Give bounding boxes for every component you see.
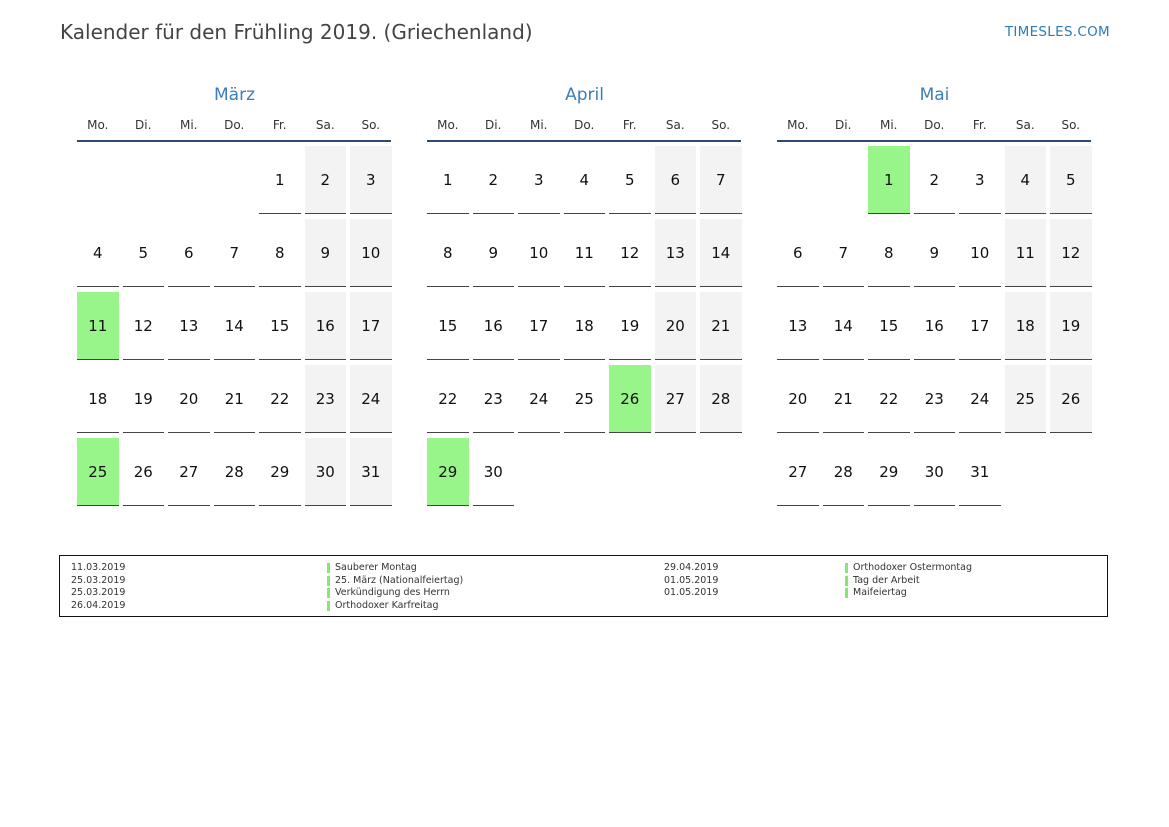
legend-dates-right	[664, 562, 718, 600]
weekend-day-cell: 19	[1050, 292, 1092, 360]
month-name: März	[214, 85, 255, 105]
day-cell: 17	[518, 292, 560, 360]
day-cell: 19	[609, 292, 651, 360]
weekday-label: So.	[711, 118, 731, 132]
weekday-header	[777, 118, 1092, 138]
day-cell: 24	[518, 365, 560, 433]
legend-holiday-name: Sauberer Montag	[327, 562, 463, 575]
day-cell: 9	[914, 219, 956, 287]
weekday-label: Di.	[485, 118, 502, 132]
weekday-label: Do.	[924, 118, 945, 132]
day-cell: 3	[518, 146, 560, 214]
legend-holiday-name: Tag der Arbeit	[845, 575, 972, 588]
day-cell: 15	[868, 292, 910, 360]
legend-date: 25.03.2019	[71, 574, 126, 586]
legend-date: 11.03.2019	[71, 562, 126, 573]
day-cell: 11	[564, 219, 606, 287]
legend-date: 29.04.2019	[664, 562, 719, 573]
weekday-label: Mi.	[529, 118, 548, 132]
weekday-header	[427, 118, 742, 138]
day-cell: 4	[77, 219, 119, 287]
page-title: Kalender für den Frühling 2019. (Griechenland)	[60, 20, 533, 44]
empty-day-cell	[77, 146, 119, 214]
day-cell: 13	[777, 292, 819, 360]
day-cell: 26	[123, 438, 165, 506]
day-cell: 1	[259, 146, 301, 214]
day-cell: 28	[214, 438, 256, 506]
day-cell: 22	[259, 365, 301, 433]
month-name: Mai	[919, 85, 950, 105]
day-cell: 20	[168, 365, 210, 433]
legend-date: 26.04.2019	[71, 599, 126, 611]
day-cell: 8	[259, 219, 301, 287]
legend-names-left	[327, 562, 463, 612]
day-cell: 8	[868, 219, 910, 287]
weekend-day-cell: 16	[305, 292, 347, 360]
weekend-day-cell: 24	[350, 365, 392, 433]
weekend-day-cell: 4	[1005, 146, 1047, 214]
day-cell: 3	[959, 146, 1001, 214]
weekend-day-cell: 28	[700, 365, 742, 433]
weekend-day-cell: 10	[350, 219, 392, 287]
legend-date: 01.05.2019	[664, 574, 719, 586]
day-cell: 4	[564, 146, 606, 214]
weekend-day-cell: 30	[305, 438, 347, 506]
legend-holiday-name: Verkündigung des Herrn	[327, 587, 463, 600]
month-name: April	[565, 85, 604, 105]
day-cell: 28	[823, 438, 865, 506]
month-calendar-maerz	[77, 84, 392, 506]
day-cell: 19	[123, 365, 165, 433]
day-cell: 1	[427, 146, 469, 214]
day-cell: 2	[473, 146, 515, 214]
month-calendar-mai	[777, 84, 1092, 506]
legend-date: 01.05.2019	[664, 587, 719, 598]
weekday-label: Do.	[574, 118, 595, 132]
weekend-day-cell: 11	[1005, 219, 1047, 287]
weekday-label: Fr.	[972, 118, 987, 132]
holiday-day-cell: 11	[77, 292, 119, 360]
day-cell: 5	[609, 146, 651, 214]
legend-holiday-name: Orthodoxer Karfreitag	[327, 600, 463, 613]
holiday-legend	[59, 555, 1108, 617]
day-cell: 23	[473, 365, 515, 433]
holiday-day-cell: 25	[77, 438, 119, 506]
months-container	[77, 84, 1093, 514]
holiday-day-cell: 26	[609, 365, 651, 433]
day-cell: 12	[609, 219, 651, 287]
weekday-header	[77, 118, 392, 138]
empty-day-cell	[823, 146, 865, 214]
day-cell: 15	[427, 292, 469, 360]
day-cell: 10	[959, 219, 1001, 287]
weekday-label: Mo.	[87, 118, 109, 132]
day-cell: 22	[868, 365, 910, 433]
day-cell: 8	[427, 219, 469, 287]
day-cell: 24	[959, 365, 1001, 433]
weekday-label: Di.	[835, 118, 852, 132]
day-cell: 21	[214, 365, 256, 433]
day-cell: 29	[868, 438, 910, 506]
days-grid	[777, 146, 1092, 506]
day-cell: 27	[777, 438, 819, 506]
weekend-day-cell: 21	[700, 292, 742, 360]
header-divider	[777, 140, 1091, 142]
weekday-label: Mo.	[787, 118, 809, 132]
day-cell: 14	[823, 292, 865, 360]
weekday-label: Di.	[135, 118, 152, 132]
legend-holiday-name: 25. März (Nationalfeiertag)	[327, 575, 463, 588]
weekend-day-cell: 12	[1050, 219, 1092, 287]
weekend-day-cell: 7	[700, 146, 742, 214]
day-cell: 18	[564, 292, 606, 360]
day-cell: 21	[823, 365, 865, 433]
day-cell: 7	[823, 219, 865, 287]
header-divider	[77, 140, 391, 142]
day-cell: 31	[959, 438, 1001, 506]
day-cell: 13	[168, 292, 210, 360]
day-cell: 22	[427, 365, 469, 433]
day-cell: 7	[214, 219, 256, 287]
legend-names-right	[845, 562, 972, 600]
day-cell: 30	[914, 438, 956, 506]
day-cell: 27	[168, 438, 210, 506]
day-cell: 17	[959, 292, 1001, 360]
day-cell: 25	[564, 365, 606, 433]
day-cell: 6	[777, 219, 819, 287]
empty-day-cell	[168, 146, 210, 214]
weekend-day-cell: 31	[350, 438, 392, 506]
weekday-label: Sa.	[1015, 118, 1035, 132]
days-grid	[427, 146, 742, 506]
weekend-day-cell: 25	[1005, 365, 1047, 433]
empty-day-cell	[214, 146, 256, 214]
legend-date: 25.03.2019	[71, 587, 126, 598]
weekend-day-cell: 18	[1005, 292, 1047, 360]
legend-holiday-name: Maifeiertag	[845, 587, 972, 600]
day-cell: 2	[914, 146, 956, 214]
header-divider	[427, 140, 741, 142]
day-cell: 20	[777, 365, 819, 433]
weekend-day-cell: 14	[700, 219, 742, 287]
weekend-day-cell: 27	[655, 365, 697, 433]
holiday-day-cell: 29	[427, 438, 469, 506]
weekday-label: Fr.	[622, 118, 637, 132]
weekday-label: Mo.	[437, 118, 459, 132]
day-cell: 29	[259, 438, 301, 506]
legend-holiday-name: Orthodoxer Ostermontag	[845, 562, 972, 575]
day-cell: 12	[123, 292, 165, 360]
legend-dates-left	[71, 562, 125, 612]
weekday-label: Sa.	[315, 118, 335, 132]
day-cell: 6	[168, 219, 210, 287]
weekday-label: Mi.	[879, 118, 898, 132]
weekend-day-cell: 20	[655, 292, 697, 360]
day-cell: 18	[77, 365, 119, 433]
weekend-day-cell: 6	[655, 146, 697, 214]
day-cell: 10	[518, 219, 560, 287]
day-cell: 15	[259, 292, 301, 360]
weekday-label: Do.	[224, 118, 245, 132]
day-cell: 16	[914, 292, 956, 360]
holiday-day-cell: 1	[868, 146, 910, 214]
weekend-day-cell: 17	[350, 292, 392, 360]
day-cell: 23	[914, 365, 956, 433]
weekday-label: So.	[1061, 118, 1081, 132]
weekend-day-cell: 2	[305, 146, 347, 214]
weekend-day-cell: 23	[305, 365, 347, 433]
day-cell: 14	[214, 292, 256, 360]
weekday-label: Mi.	[179, 118, 198, 132]
weekday-label: So.	[361, 118, 381, 132]
weekend-day-cell: 5	[1050, 146, 1092, 214]
weekend-day-cell: 13	[655, 219, 697, 287]
weekend-day-cell: 3	[350, 146, 392, 214]
day-cell: 30	[473, 438, 515, 506]
weekend-day-cell: 26	[1050, 365, 1092, 433]
empty-day-cell	[123, 146, 165, 214]
brand-link[interactable]: TIMESLES.COM	[1004, 24, 1110, 40]
day-cell: 5	[123, 219, 165, 287]
weekday-label: Fr.	[272, 118, 287, 132]
weekday-label: Sa.	[665, 118, 685, 132]
days-grid	[77, 146, 392, 506]
day-cell: 9	[473, 219, 515, 287]
empty-day-cell	[777, 146, 819, 214]
weekend-day-cell: 9	[305, 219, 347, 287]
day-cell: 16	[473, 292, 515, 360]
month-calendar-april	[427, 84, 742, 506]
